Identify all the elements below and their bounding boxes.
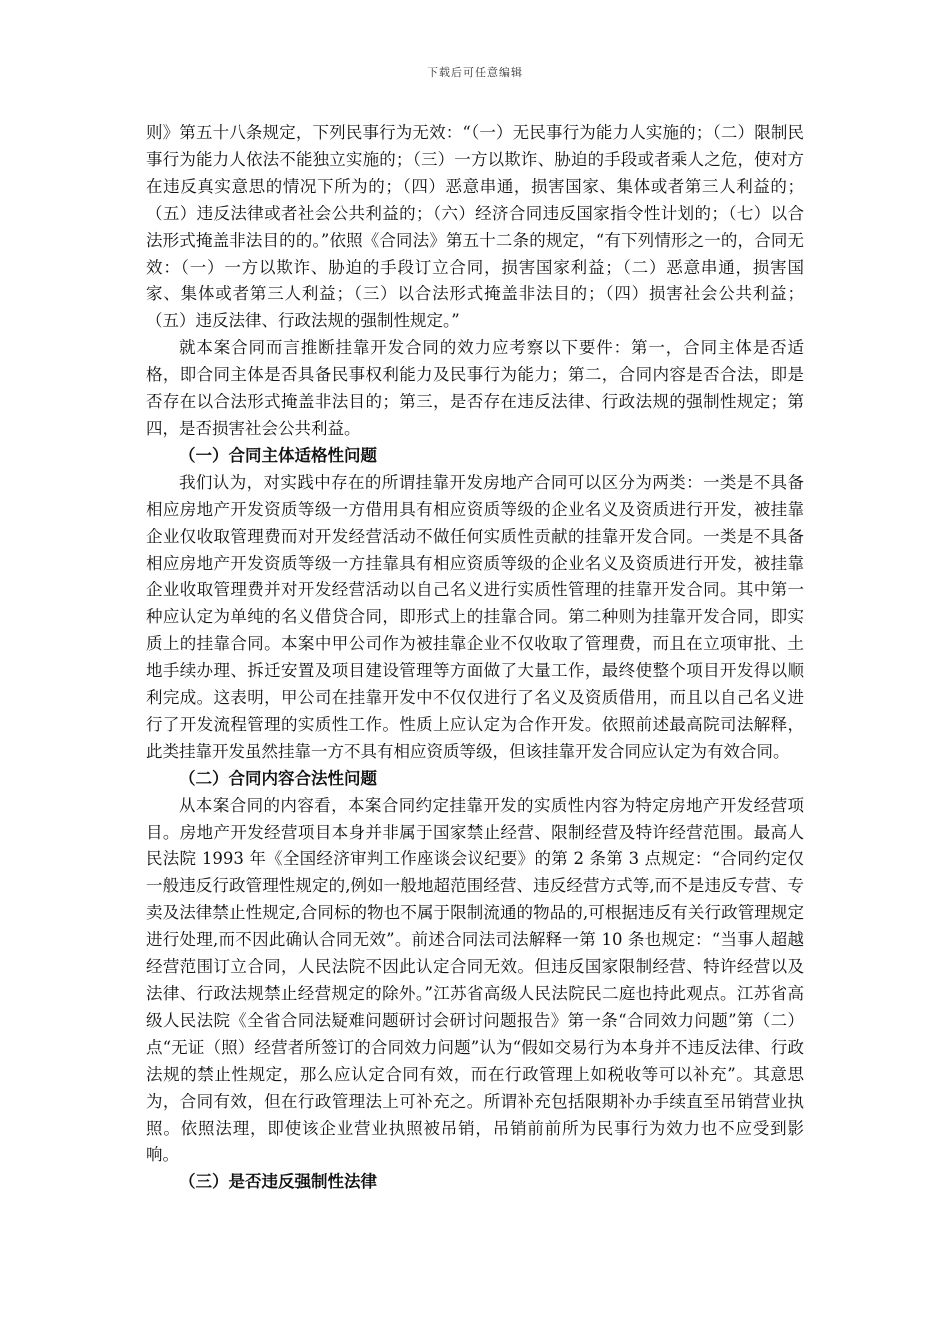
page-header: 下载后可任意编辑: [427, 66, 523, 79]
paragraph-content-legality: 从本案合同的内容看，本案合同约定挂靠开发的实质性内容为特定房地产开发经营项目。房地产开发经营项目本身并非属于国家禁止经营、限制经营及特许经营范围。最高人民法院 1993 年《全国经济审判工作座谈会议纪要》的第 2 条第 3 点规定：“合同约定仅一般违反行政管理性规定的,例如一般地超范围经营、违反经营方式等,而不是违反专营、专卖及法律禁止性规定,合同标的物也不属于限制流通的物品的,可根据违反有关行政管理规定进行处理,而不因此确认合同无效”。前述合同法司法解释一第 10 条也规定：“当事人超越经营范围订立合同，人民法院不因此认定合同无效。但违反国家限制经营、特许经营以及法律、行政法规禁止经营规定的除外。”江苏省高级人民法院民二庭也持此观点。江苏省高级人民法院《全省合同法疑难问题研讨会研讨问题报告》第一条“合同效力问题”第（二）点“无证（照）经营者所签订的合同效力问题”认为“假如交易行为本身并不违反法律、行政法规的禁止性规定，那么应认定合同有效，而在行政管理上如税收等可以补充”。其意思为，合同有效，但在行政管理法上可补充之。所谓补充包括限期补办手续直至吊销营业执照。依照法理，即使该企业营业执照被吊销，吊销前前所为民事行为效力也不应受到影响。: [146, 795, 804, 1165]
section-heading-subject-qualification: （一）合同主体适格性问题: [179, 445, 377, 465]
section-heading-mandatory-law: （三）是否违反强制性法律: [179, 1172, 377, 1192]
paragraph-civil-law-invalid-acts: 则》第五十八条规定，下列民事行为无效：“（一）无民事行为能力人实施的；（二）限制民事行为能力人依法不能独立实施的；（三）一方以欺诈、胁迫的手段或者乘人之危，使对方在违反真实意思的情况下所为的；（四）恶意串通，损害国家、集体或者第三人利益的；（五）违反法律或者社会公共利益的；（六）经济合同违反国家指令性计划的；（七）以合法形式掩盖非法目的的。”依照《合同法》第五十二条的规定，“有下列情形之一的，合同无效：（一）一方以欺诈、胁迫的手段订立合同，损害国家利益；（二）恶意串通，损害国家、集体或者第三人利益；（三）以合法形式掩盖非法目的；（四）损害社会公共利益；（五）违反法律、行政法规的强制性规定。”: [146, 123, 804, 331]
paragraph-validity-requirements: 就本案合同而言推断挂靠开发合同的效力应考察以下要件：第一，合同主体是否适格，即合同主体是否具备民事权利能力及民事行为能力；第二，合同内容是否合法，即是否存在以合法形式掩盖非法目的；第三，是否存在违反法律、行政法规的强制性规定；第四，是否损害社会公共利益。: [146, 338, 804, 438]
section-heading-content-legality: （二）合同内容合法性问题: [179, 768, 377, 788]
paragraph-subject-qualification: 我们认为，对实践中存在的所谓挂靠开发房地产合同可以区分为两类：一类是不具备相应房地产开发资质等级一方借用具有相应资质等级的企业名义及资质进行开发，被挂靠企业仅收取管理费而对开发经营活动不做任何实质性贡献的挂靠开发合同。一类是不具备相应房地产开发资质等级一方挂靠具有相应资质等级的企业名义及资质进行开发，被挂靠企业收取管理费并对开发经营活动以自己名义进行实质性管理的挂靠开发合同。其中第一种应认定为单纯的名义借贷合同，即形式上的挂靠合同。第二种则为挂靠开发合同，即实质上的挂靠合同。本案中甲公司作为被挂靠企业不仅收取了管理费，而且在立项审批、土地手续办理、拆迁安置及项目建设管理等方面做了大量工作，最终使整个项目开发得以顺利完成。这表明，甲公司在挂靠开发中不仅仅进行了名义及资质借用，而且以自己名义进行了开发流程管理的实质性工作。性质上应认定为合作开发。依照前述最高院司法解释，此类挂靠开发虽然挂靠一方不具有相应资质等级，但该挂靠开发合同应认定为有效合同。: [146, 472, 804, 761]
document-body: [146, 120, 804, 1196]
